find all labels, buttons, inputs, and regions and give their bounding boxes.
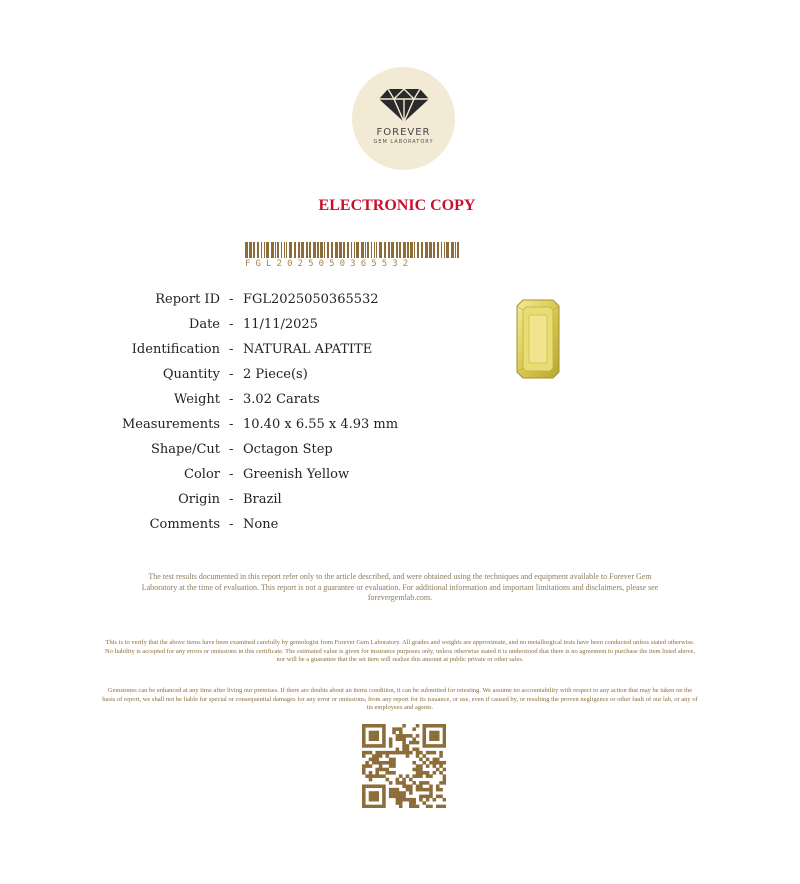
detail-label: Color	[184, 467, 220, 482]
lab-name: FOREVER	[376, 127, 431, 138]
detail-value: NATURAL APATITE	[243, 342, 373, 357]
detail-row	[0, 492, 500, 517]
detail-separator: -	[229, 367, 234, 382]
lab-logo	[352, 67, 455, 170]
detail-label: Weight	[173, 392, 220, 407]
electronic-copy-heading: ELECTRONIC COPY	[318, 197, 476, 214]
lab-subtitle: GEM LABORATORY	[373, 139, 434, 145]
detail-separator: -	[229, 517, 234, 532]
detail-row	[0, 467, 500, 492]
detail-value: Octagon Step	[243, 442, 333, 457]
detail-label: Identification	[131, 342, 220, 357]
detail-separator: -	[229, 392, 234, 407]
barcode-icon	[245, 242, 463, 258]
detail-label: Comments	[149, 517, 220, 532]
detail-row	[0, 392, 500, 417]
detail-separator: -	[229, 492, 234, 507]
detail-label: Measurements	[122, 417, 220, 432]
detail-row	[0, 417, 500, 442]
diamond-icon	[378, 87, 430, 123]
detail-row	[0, 342, 500, 367]
detail-value: Brazil	[243, 492, 282, 507]
qr-code-icon[interactable]	[362, 724, 446, 808]
detail-row	[0, 442, 500, 467]
detail-separator: -	[229, 292, 234, 307]
detail-separator: -	[229, 442, 234, 457]
detail-value: 2 Piece(s)	[243, 367, 308, 382]
detail-value: None	[243, 517, 279, 532]
detail-row	[0, 367, 500, 392]
detail-row	[0, 292, 500, 317]
detail-value: FGL2025050365532	[243, 292, 379, 307]
octagon-gemstone-image	[516, 299, 560, 379]
detail-value: 3.02 Carats	[243, 392, 320, 407]
detail-separator: -	[229, 342, 234, 357]
detail-value: 10.40 x 6.55 x 4.93 mm	[243, 417, 399, 432]
detail-separator: -	[229, 467, 234, 482]
barcode-number: FGL2025050365532	[245, 259, 414, 269]
detail-value: 11/11/2025	[243, 317, 318, 332]
detail-separator: -	[229, 417, 234, 432]
detail-label: Date	[188, 317, 220, 332]
detail-label: Report ID	[155, 292, 220, 307]
detail-label: Shape/Cut	[151, 442, 220, 457]
detail-label: Origin	[178, 492, 220, 507]
detail-separator: -	[229, 317, 234, 332]
enhancement-notice: Gemstones can be enhanced at any time after living our premises. If there are doubts about an items condition, it can be submitted for retesting. We assume no accountability with respect to any action that may be taken on the basis of report, we shall not be liable for special or consequential damages for any error or omissions, from any report for its issuance, or use, even if caused by, or resulting the proven negligence or other fault of our lab, or any of its employees and agents.	[102, 687, 698, 712]
results-disclaimer: The test results documented in this report refer only to the article described, and were obtained using the techniques and equipment available to Forever Gem Laboratory at the time of evaluation. This report is not a guarantee or evaluation. For additional information and important limitations and disclaimers, please see forevergemlab.com.	[141, 572, 659, 602]
verification-notice: This is to verify that the above items have been examined carefully by gemologist from Forever Gem Laboratory. All grades and weights are approximate, and no metallurgical tests have been conducted unless stated otherwise. No liability is accepted for any errors or omissions in this certificate. The estimated value is given for insurance purposes only, unless otherwise stated it is understood that there is no agreement to purchase the item listed above, nor will be a guarantee that the set item will realize this amount at public private or other sales.	[104, 639, 696, 664]
detail-value: Greenish Yellow	[243, 467, 350, 482]
detail-label: Quantity	[162, 367, 220, 382]
detail-row	[0, 317, 500, 342]
detail-row	[0, 517, 500, 542]
